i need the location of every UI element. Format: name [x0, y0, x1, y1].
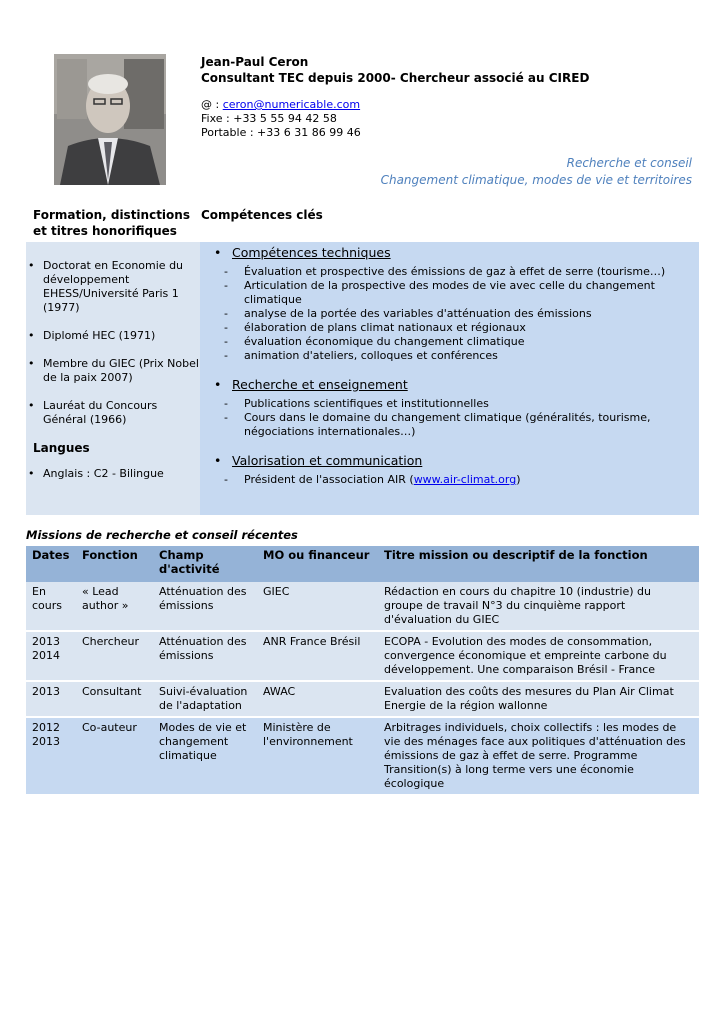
competence-item: - Cours dans le domaine du changement climatique (généralités, tourisme, négociations internationales…) [200, 411, 699, 439]
competence-heading: • Valorisation et communication [200, 453, 699, 469]
column-header: Fonction [76, 546, 153, 582]
tagline-line-2: Changement climatique, modes de vie et territoires [380, 173, 692, 187]
table-cell: Atténuation des émissions [153, 631, 257, 681]
table-row [26, 717, 699, 794]
competence-items [200, 397, 699, 439]
table-cell: 2013 2014 [26, 631, 76, 681]
column-header: Champ d'activité [153, 546, 257, 582]
table-cell: 2012 2013 [26, 717, 76, 794]
languages-title: Langues [33, 441, 90, 455]
formation-item: • Lauréat du Concours Général (1966) [26, 399, 200, 427]
table-cell: Arbitrages individuels, choix collectifs : les modes de vie des ménages face aux politiques d'atténuation des émissions de gaz à effet de serre. Programme Transition(s) à long terme vers une économie écologique [378, 717, 699, 794]
formation-item: • Diplomé HEC (1971) [26, 329, 200, 343]
air-climat-link[interactable]: www.air-climat.org [413, 473, 517, 486]
competence-item: - analyse de la portée des variables d'atténuation des émissions [200, 307, 699, 321]
table-cell: GIEC [257, 582, 378, 631]
table-cell: Rédaction en cours du chapitre 10 (industrie) du groupe de travail N°3 du cinquième rapport d'évaluation du GIEC [378, 582, 699, 631]
column-header: Titre mission ou descriptif de la fonction [378, 546, 699, 582]
languages-list [26, 467, 200, 481]
table-cell: Ministère de l'environnement [257, 717, 378, 794]
table-cell: En cours [26, 582, 76, 631]
competence-heading: • Compétences techniques [200, 245, 699, 261]
person-role: Consultant TEC depuis 2000- Chercheur associé au CIRED [201, 71, 590, 85]
competence-group [200, 377, 699, 439]
table-cell: Co-auteur [76, 717, 153, 794]
table-cell: Atténuation des émissions [153, 582, 257, 631]
column-header: MO ou financeur [257, 546, 378, 582]
table-row [26, 582, 699, 631]
language-item: • Anglais : C2 - Bilingue [26, 467, 200, 481]
competence-item: - élaboration de plans climat nationaux et régionaux [200, 321, 699, 335]
competence-group [200, 453, 699, 487]
tagline-line-1: Recherche et conseil [566, 156, 692, 170]
column-header: Dates [26, 546, 76, 582]
phone-portable: Portable : +33 6 31 86 99 46 [201, 126, 361, 139]
competence-item: - animation d'ateliers, colloques et conférences [200, 349, 699, 363]
competence-item: - évaluation économique du changement climatique [200, 335, 699, 349]
competences-panel [200, 242, 699, 515]
table-cell: ANR France Brésil [257, 631, 378, 681]
competence-item: - Président de l'association AIR (www.air-climat.org) [200, 473, 699, 487]
missions-title: Missions de recherche et conseil récentes [26, 528, 298, 542]
competences-section-title: Compétences clés [201, 208, 323, 222]
email-label: @ : [201, 98, 223, 111]
competence-items [200, 473, 699, 487]
formation-item: • Membre du GIEC (Prix Nobel de la paix 2007) [26, 357, 200, 385]
competence-item: - Publications scientifiques et institutionnelles [200, 397, 699, 411]
formation-item: • Doctorat en Economie du développement EHESS/Université Paris 1 (1977) [26, 259, 200, 315]
email-link[interactable]: ceron@numericable.com [222, 98, 361, 111]
profile-photo [54, 54, 166, 185]
formation-list [26, 259, 200, 427]
competence-item: - Évaluation et prospective des émissions de gaz à effet de serre (tourisme…) [200, 265, 699, 279]
table-header-row [26, 546, 699, 582]
competence-item: - Articulation de la prospective des modes de vie avec celle du changement climatique [200, 279, 699, 307]
email-line [201, 98, 701, 112]
competence-items [200, 265, 699, 363]
formation-section-title: Formation, distinctions et titres honorifiques [33, 208, 190, 238]
table-cell: Chercheur [76, 631, 153, 681]
table-row [26, 681, 699, 717]
missions-table [26, 546, 699, 794]
table-cell: Modes de vie et changement climatique [153, 717, 257, 794]
person-name: Jean-Paul Ceron [201, 55, 309, 69]
table-cell: ECOPA - Evolution des modes de consommation, convergence économique et empreinte carbone du développement. Une comparaison Brésil - France [378, 631, 699, 681]
competence-heading: • Recherche et enseignement [200, 377, 699, 393]
table-cell: Suivi-évaluation de l'adaptation [153, 681, 257, 717]
table-cell: AWAC [257, 681, 378, 717]
header [201, 54, 701, 140]
table-cell: « Lead author » [76, 582, 153, 631]
table-cell: Consultant [76, 681, 153, 717]
tagline [381, 155, 692, 189]
table-cell: 2013 [26, 681, 76, 717]
competence-group [200, 245, 699, 363]
formation-panel [26, 242, 200, 515]
phone-fixe: Fixe : +33 5 55 94 42 58 [201, 112, 337, 125]
table-row [26, 631, 699, 681]
contact-block [201, 98, 701, 140]
table-cell: Evaluation des coûts des mesures du Plan Air Climat Energie de la région wallonne [378, 681, 699, 717]
